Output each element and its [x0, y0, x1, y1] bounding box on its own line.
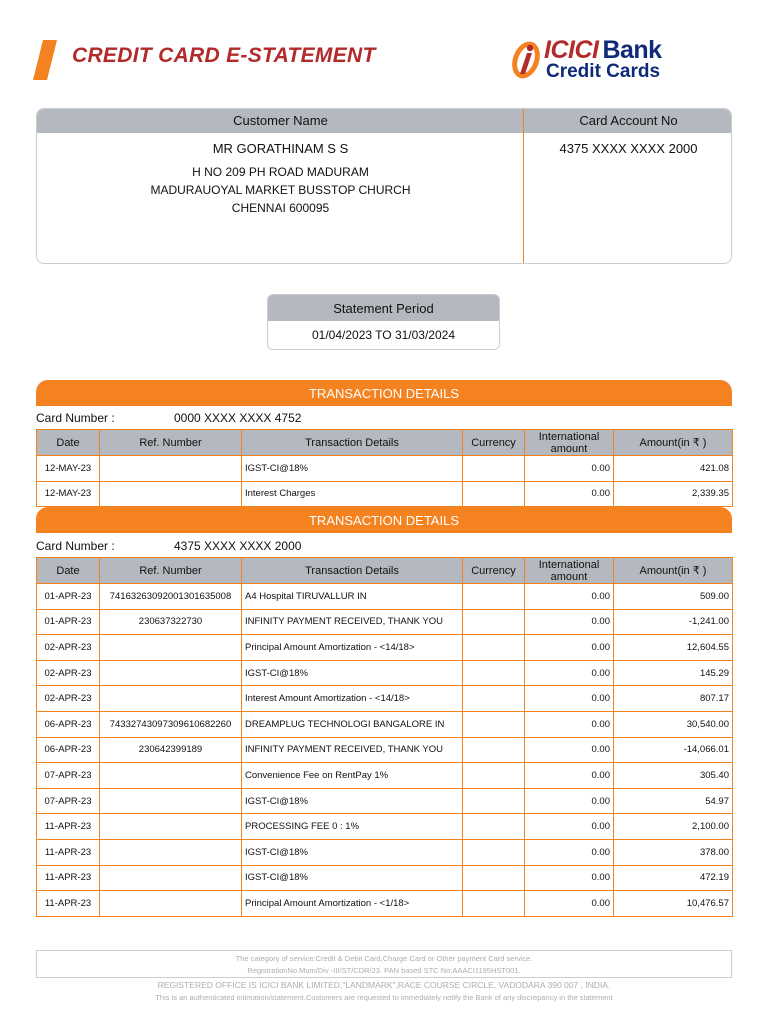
cell-currency: [463, 891, 525, 917]
col-ref-number: Ref. Number: [100, 430, 242, 456]
cell-currency: [463, 584, 525, 610]
cell-international-amount: 0.00: [525, 456, 614, 482]
statement-title: CREDIT CARD E-STATEMENT: [72, 44, 376, 67]
transactions-body: [37, 584, 733, 917]
cell-international-amount: 0.00: [525, 814, 614, 840]
cell-international-amount: 0.00: [525, 711, 614, 737]
col-currency: Currency: [463, 430, 525, 456]
cell-currency: [463, 481, 525, 507]
transaction-details-band: TRANSACTION DETAILS: [36, 380, 732, 406]
cell-ref-number: [100, 456, 242, 482]
cell-transaction-details: IGST-CI@18%: [242, 788, 463, 814]
cell-date: 06-APR-23: [37, 737, 100, 763]
footer-service-category: The category of service:Credit & Debit Card,Charge Card or Other payment Card service.: [235, 954, 533, 963]
cell-transaction-details: A4 Hospital TIRUVALLUR IN: [242, 584, 463, 610]
customer-name-label: Customer Name: [233, 113, 328, 128]
card-account-label: Card Account No: [579, 113, 678, 128]
cell-amount: 12,604.55: [614, 635, 733, 661]
logo-brand: ICICI Bank: [544, 36, 662, 64]
cell-international-amount: 0.00: [525, 609, 614, 635]
cell-international-amount: 0.00: [525, 481, 614, 507]
cell-transaction-details: IGST-CI@18%: [242, 865, 463, 891]
cell-date: 07-APR-23: [37, 763, 100, 789]
icici-logo-icon: [508, 38, 542, 82]
cell-currency: [463, 660, 525, 686]
statement-period-label: Statement Period: [268, 295, 499, 321]
table-row: [37, 891, 733, 917]
card-number-value: 4375 XXXX XXXX 2000: [174, 539, 302, 553]
cell-transaction-details: Interest Charges: [242, 481, 463, 507]
cell-ref-number: [100, 814, 242, 840]
cell-date: 01-APR-23: [37, 609, 100, 635]
address-line-3: CHENNAI 600095: [231, 201, 330, 215]
col-amount: Amount(in ₹ ): [614, 430, 733, 456]
cell-date: 11-APR-23: [37, 839, 100, 865]
cell-amount: 378.00: [614, 839, 733, 865]
cell-amount: 145.29: [614, 660, 733, 686]
cell-amount: -1,241.00: [614, 609, 733, 635]
col-transaction-details: Transaction Details: [242, 558, 463, 584]
col-currency: Currency: [463, 558, 525, 584]
statement-period-box: [267, 294, 500, 350]
cell-currency: [463, 711, 525, 737]
cell-date: 12-MAY-23: [37, 481, 100, 507]
cell-currency: [463, 737, 525, 763]
cell-ref-number: [100, 660, 242, 686]
cell-currency: [463, 839, 525, 865]
cell-ref-number: [100, 788, 242, 814]
cell-international-amount: 0.00: [525, 584, 614, 610]
cell-ref-number: [100, 839, 242, 865]
col-date: Date: [37, 430, 100, 456]
cell-date: 02-APR-23: [37, 635, 100, 661]
cell-date: 12-MAY-23: [37, 456, 100, 482]
cell-ref-number: [100, 763, 242, 789]
cell-ref-number: [100, 481, 242, 507]
cell-transaction-details: Convenience Fee on RentPay 1%: [242, 763, 463, 789]
cell-currency: [463, 635, 525, 661]
logo-subtitle: Credit Cards: [546, 61, 661, 82]
cell-date: 01-APR-23: [37, 584, 100, 610]
table-row: [37, 711, 733, 737]
icici-logo: [508, 36, 738, 86]
table-row: [37, 660, 733, 686]
cell-date: 02-APR-23: [37, 686, 100, 712]
cell-transaction-details: Principal Amount Amortization - <14/18>: [242, 635, 463, 661]
cell-amount: 54.97: [614, 788, 733, 814]
address-line-2: MADURAUOYAL MARKET BUSSTOP CHURCH: [150, 183, 411, 197]
cell-amount: -14,066.01: [614, 737, 733, 763]
cell-ref-number: [100, 865, 242, 891]
cell-currency: [463, 788, 525, 814]
cell-transaction-details: DREAMPLUG TECHNOLOGI BANGALORE IN: [242, 711, 463, 737]
transactions-table: [36, 429, 733, 507]
customer-box: [36, 108, 732, 264]
cell-date: 11-APR-23: [37, 814, 100, 840]
cell-amount: 2,100.00: [614, 814, 733, 840]
cell-international-amount: 0.00: [525, 737, 614, 763]
cell-ref-number: [100, 635, 242, 661]
cell-international-amount: 0.00: [525, 788, 614, 814]
cell-currency: [463, 865, 525, 891]
cell-amount: 2,339.35: [614, 481, 733, 507]
cell-transaction-details: INFINITY PAYMENT RECEIVED, THANK YOU: [242, 609, 463, 635]
cell-ref-number: 74163263092001301635008: [100, 584, 242, 610]
footer-registered-office: REGISTERED OFFICE IS ICICI BANK LIMITED,"LANDMARK",RACE COURSE CIRCLE, VADODARA 390 007 , INDIA.: [157, 980, 611, 990]
cell-international-amount: 0.00: [525, 865, 614, 891]
cell-amount: 509.00: [614, 584, 733, 610]
cell-transaction-details: INFINITY PAYMENT RECEIVED, THANK YOU: [242, 737, 463, 763]
cell-international-amount: 0.00: [525, 891, 614, 917]
accent-bar: [33, 40, 57, 80]
table-row: [37, 814, 733, 840]
table-row: [37, 737, 733, 763]
col-international-amount: International amount: [525, 430, 614, 456]
transactions-table: [36, 557, 733, 917]
customer-box-header: [37, 109, 731, 133]
footer-box: [36, 950, 732, 978]
table-header-row: [37, 430, 733, 456]
table-row: [37, 456, 733, 482]
cell-international-amount: 0.00: [525, 839, 614, 865]
table-row: [37, 788, 733, 814]
cell-amount: 10,476.57: [614, 891, 733, 917]
cell-international-amount: 0.00: [525, 635, 614, 661]
table-row: [37, 763, 733, 789]
cell-date: 07-APR-23: [37, 788, 100, 814]
card-account-number: 4375 XXXX XXXX 2000: [559, 141, 698, 156]
table-row: [37, 609, 733, 635]
cell-amount: 421.08: [614, 456, 733, 482]
cell-amount: 30,540.00: [614, 711, 733, 737]
card-number-value: 0000 XXXX XXXX 4752: [174, 411, 302, 425]
cell-ref-number: [100, 891, 242, 917]
statement-period-value: 01/04/2023 TO 31/03/2024: [311, 328, 455, 342]
transaction-details-band: TRANSACTION DETAILS: [36, 507, 732, 533]
address-line-1: H NO 209 PH ROAD MADURAM: [192, 165, 369, 179]
cell-transaction-details: IGST-CI@18%: [242, 660, 463, 686]
cell-transaction-details: PROCESSING FEE 0 : 1%: [242, 814, 463, 840]
col-ref-number: Ref. Number: [100, 558, 242, 584]
cell-transaction-details: IGST-CI@18%: [242, 456, 463, 482]
table-row: [37, 686, 733, 712]
card-number-label: Card Number :: [36, 411, 115, 425]
col-international-amount: International amount: [525, 558, 614, 584]
cell-currency: [463, 814, 525, 840]
table-row: [37, 584, 733, 610]
cell-international-amount: 0.00: [525, 763, 614, 789]
cell-date: 02-APR-23: [37, 660, 100, 686]
cell-currency: [463, 686, 525, 712]
footer-registration: RegistrationNo.Mum/Div -III/ST/CDR/23. PAN based STC No:AAACI1195HST001.: [247, 966, 521, 975]
cell-ref-number: 74332743097309610682260: [100, 711, 242, 737]
cell-currency: [463, 456, 525, 482]
col-date: Date: [37, 558, 100, 584]
col-transaction-details: Transaction Details: [242, 430, 463, 456]
cell-ref-number: 230642399189: [100, 737, 242, 763]
cell-amount: 807.17: [614, 686, 733, 712]
cell-transaction-details: Principal Amount Amortization - <1/18>: [242, 891, 463, 917]
cell-transaction-details: Interest Amount Amortization - <14/18>: [242, 686, 463, 712]
cell-currency: [463, 609, 525, 635]
cell-transaction-details: IGST-CI@18%: [242, 839, 463, 865]
table-row: [37, 635, 733, 661]
cell-date: 11-APR-23: [37, 891, 100, 917]
col-amount: Amount(in ₹ ): [614, 558, 733, 584]
statement-header: [0, 0, 768, 100]
cell-international-amount: 0.00: [525, 660, 614, 686]
table-row: [37, 839, 733, 865]
transactions-body: [37, 456, 733, 507]
footer-disclaimer: This is an authenticated intimation/statement.Customers are requested to immediately notify the Bank of any discrepancy in the statement: [155, 993, 613, 1002]
cell-date: 11-APR-23: [37, 865, 100, 891]
cell-ref-number: [100, 686, 242, 712]
cell-date: 06-APR-23: [37, 711, 100, 737]
cell-amount: 472.19: [614, 865, 733, 891]
cell-ref-number: 230637322730: [100, 609, 242, 635]
customer-name: MR GORATHINAM S S: [212, 141, 349, 156]
card-number-label: Card Number :: [36, 539, 115, 553]
table-row: [37, 481, 733, 507]
cell-amount: 305.40: [614, 763, 733, 789]
cell-currency: [463, 763, 525, 789]
table-row: [37, 865, 733, 891]
table-header-row: [37, 558, 733, 584]
cell-international-amount: 0.00: [525, 686, 614, 712]
